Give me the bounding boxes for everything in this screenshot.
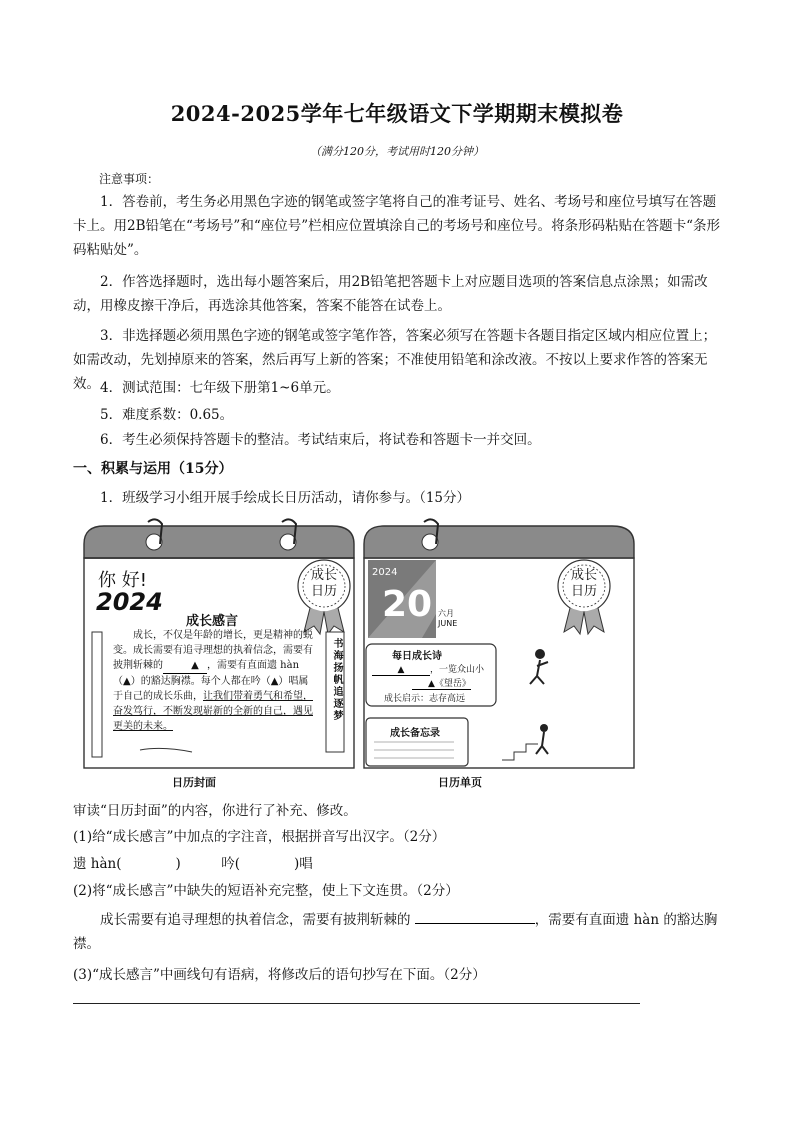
answer-line[interactable] — [73, 1003, 640, 1004]
answer-blank[interactable] — [415, 909, 535, 924]
notice-heading: 注意事项： — [99, 172, 160, 186]
subquestion-1: (1)给“成长感言”中加点的字注音，根据拼音写出汉字。（2分） — [73, 829, 446, 845]
subquestion-2-text: 成长需要有追寻理想的执着信念，需要有披荆斩棘的 ，需要有直面遗 hàn 的豁达胸襟。 — [73, 908, 723, 956]
notice-4: 4．测试范围：七年级下册第1~6单元。 — [100, 380, 340, 396]
notice-2: 2．作答选择题时，选出每小题答案后，用2B铅笔把答题卡上对应题目选项的答案信息点涂黑；如需改动，用橡皮擦干净后，再选涂其他答案，答案不能答在试卷上。 — [73, 274, 708, 314]
poem-hint: 成长启示：志存高远 — [384, 694, 466, 704]
notice-5: 5．难度系数：0.65。 — [100, 407, 234, 423]
page-year: 2024 — [372, 567, 398, 578]
section-heading: 一、积累与运用（15分） — [73, 461, 233, 477]
poem-title: 每日成长诗 — [392, 651, 442, 662]
exam-subtitle: （满分120分，考试用时120分钟） — [310, 145, 484, 158]
subquestion-1-items: 遗 hàn( ) 吟( )唱 — [73, 856, 313, 872]
notice-1: 1．答卷前，考生务必用黑色字迹的钢笔或签字笔将自己的准考证号、姓名、考场号和座位号填写在答题卡上。用2B铅笔在“考场号”和“座位号”栏相应位置填涂自己的考场号和座位号。将条形码粘贴在答题卡“条形码粘贴处”。 — [73, 194, 721, 258]
page-day: 20 — [382, 584, 433, 625]
cover-greeting: 你 好! — [98, 570, 147, 591]
page-month-cn: 六月 — [438, 609, 454, 618]
cover-side-scroll: 书海扬帆追逐梦 — [331, 638, 342, 722]
cover-heading: 成长感言 — [186, 614, 239, 629]
poem-line-2: ▲《望岳》 — [412, 676, 471, 690]
subquestion-2: (2)将“成长感言”中缺失的短语补充完整，使上下文连贯。（2分） — [73, 883, 459, 899]
notice-6: 6．考生必须保持答题卡的整洁。考试结束后，将试卷和答题卡一并交回。 — [100, 432, 541, 448]
page-badge: 成长 日历 — [570, 568, 597, 599]
poem-line-1: ▲ ，一览众山小 — [372, 662, 484, 676]
cover-caption: 日历封面 — [172, 776, 216, 789]
cover-year: 2024 — [96, 588, 163, 616]
page-title: 2024-2025学年七年级语文下学期期末模拟卷 — [170, 101, 624, 126]
memo-title: 成长备忘录 — [390, 728, 440, 739]
notice-3: 3．非选择题必须用黑色字迹的钢笔或签字笔作答，答案必须写在答题卡各题目指定区域内相应位置上；如需改动，先划掉原来的答案，然后再写上新的答案；不准使用铅笔和涂改液。不按以上要求作答的答案无效。 — [73, 328, 717, 392]
cover-text: 成长，不仅是年龄的增长，更是精神的蜕变。成长需要有追寻理想的执着信念，需要有披荆斩棘的 ▲ ，需要有直面遗 hàn（▲）的豁达胸襟。每个人都在吟（▲）唱属于自己的成长乐曲，让我们带着勇气和希望，奋发笃行，不断发现崭新的全新的自己，遇见更美的未来。 — [113, 630, 313, 732]
question-1: 1．班级学习小组开展手绘成长日历活动，请你参与。（15分） — [100, 490, 471, 506]
page-month-en: JUNE — [438, 619, 458, 628]
cover-badge: 成长 日历 — [310, 568, 337, 599]
question-intro: 审读“日历封面”的内容，你进行了补充、修改。 — [73, 803, 357, 819]
page-caption: 日历单页 — [438, 776, 482, 789]
subquestion-3: (3)“成长感言”中画线句有语病，将修改后的语句抄写在下面。（2分） — [73, 967, 486, 983]
